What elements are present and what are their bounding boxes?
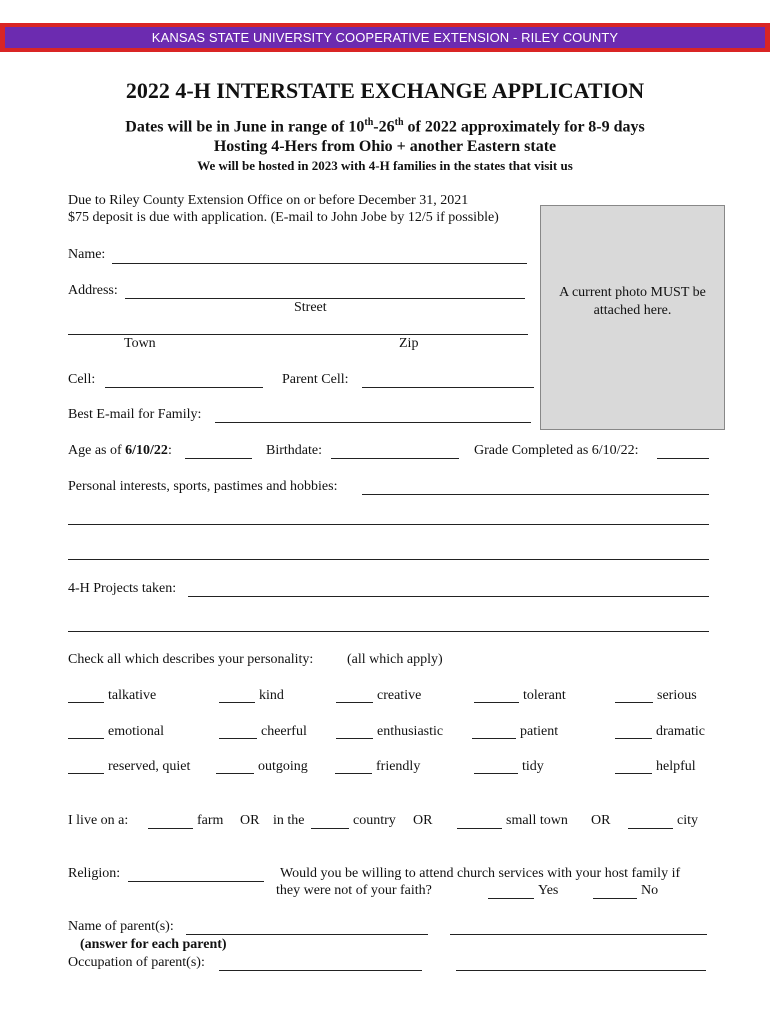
trait-label: helpful [656,759,696,774]
deposit-text: $75 deposit is due with application. (E-mail to John Jobe by 12/5 if possible) [68,210,499,225]
name-label: Name: [68,247,106,262]
in-the-text: in the [273,813,305,828]
trait-checkbox-emotional[interactable] [68,738,104,739]
projects-label: 4-H Projects taken: [68,581,177,596]
photo-box-label: A current photo MUST be attached here. [559,285,706,318]
projects-field-line-2[interactable] [68,631,709,632]
name-field[interactable] [112,263,527,264]
trait-label: enthusiastic [377,724,444,739]
street-label: Street [294,300,327,315]
small-town-checkbox[interactable] [457,828,502,829]
no-label: No [641,883,659,898]
trait-label: serious [657,688,697,703]
trait-label: tidy [522,759,544,774]
age-field[interactable] [185,458,252,459]
photo-box[interactable] [540,205,725,430]
trait-checkbox-friendly[interactable] [335,773,372,774]
email-label: Best E-mail for Family: [68,407,202,422]
country-label: country [353,813,396,828]
small-town-label: small town [506,813,568,828]
zip-label: Zip [399,336,419,351]
parent-cell-label: Parent Cell: [282,372,349,387]
address-label: Address: [68,283,118,298]
town-zip-field[interactable] [68,334,528,335]
trait-checkbox-reserved[interactable] [68,773,104,774]
trait-label: kind [259,688,284,703]
trait-label: emotional [108,724,164,739]
interests-label: Personal interests, sports, pastimes and hobbies: [68,479,338,494]
parent-name-field-2[interactable] [450,934,707,935]
cell-field[interactable] [105,387,263,388]
trait-checkbox-patient[interactable] [472,738,516,739]
yes-checkbox[interactable] [488,898,534,899]
cell-label: Cell: [68,372,96,387]
trait-label: friendly [376,759,421,774]
farm-checkbox[interactable] [148,828,193,829]
country-checkbox[interactable] [311,828,349,829]
trait-checkbox-creative[interactable] [336,702,373,703]
interests-field-line-2[interactable] [68,524,709,525]
church-question-line2: they were not of your faith? [276,883,432,898]
trait-label: dramatic [656,724,705,739]
city-checkbox[interactable] [628,828,673,829]
religion-label: Religion: [68,866,121,881]
trait-label: outgoing [258,759,308,774]
hosted-line: We will be hosted in 2023 with 4-H families in the states that visit us [197,158,573,173]
parent-cell-field[interactable] [362,387,534,388]
or-text: OR [413,813,433,828]
email-field[interactable] [215,422,531,423]
or-text: OR [591,813,611,828]
trait-label: cheerful [261,724,307,739]
street-field[interactable] [125,298,525,299]
due-date-text: Due to Riley County Extension Office on or before December 31, 2021 [68,193,469,208]
birthdate-field[interactable] [331,458,459,459]
trait-checkbox-tolerant[interactable] [474,702,519,703]
projects-field[interactable] [188,596,709,597]
page-title: 2022 4-H INTERSTATE EXCHANGE APPLICATION [125,78,645,103]
banner-text: KANSAS STATE UNIVERSITY COOPERATIVE EXTENSION - RILEY COUNTY [151,30,619,45]
birthdate-label: Birthdate: [266,443,322,458]
religion-field[interactable] [128,881,264,882]
trait-checkbox-cheerful[interactable] [219,738,257,739]
trait-checkbox-helpful[interactable] [615,773,652,774]
or-text: OR [240,813,260,828]
trait-checkbox-kind[interactable] [219,702,255,703]
church-question-line1: Would you be willing to attend church services with your host family if [280,866,681,881]
grade-label: Grade Completed as 6/10/22: [474,443,639,458]
age-label: Age as of 6/10/22: [68,443,172,458]
grade-field[interactable] [657,458,709,459]
trait-label: reserved, quiet [108,759,191,774]
trait-label: talkative [108,688,157,703]
trait-checkbox-enthusiastic[interactable] [336,738,373,739]
trait-checkbox-tidy[interactable] [474,773,518,774]
farm-label: farm [197,813,224,828]
parent-name-field-1[interactable] [186,934,428,935]
header-banner [0,23,770,52]
answer-each-parent-note: (answer for each parent) [80,937,227,952]
personality-heading: Check all which describes your personality: [68,652,314,667]
parent-occupation-field-1[interactable] [219,970,422,971]
personality-note: (all which apply) [347,652,443,667]
interests-field[interactable] [362,494,709,495]
trait-checkbox-talkative[interactable] [68,702,104,703]
town-label: Town [124,336,156,351]
trait-checkbox-outgoing[interactable] [216,773,254,774]
parent-name-label: Name of parent(s): [68,919,174,934]
trait-checkbox-serious[interactable] [615,702,653,703]
parent-occupation-label: Occupation of parent(s): [68,955,205,970]
live-label: I live on a: [68,813,129,828]
yes-label: Yes [538,883,559,898]
trait-label: tolerant [523,688,566,703]
no-checkbox[interactable] [593,898,637,899]
city-label: city [677,813,698,828]
parent-occupation-field-2[interactable] [456,970,706,971]
dates-line: Dates will be in June in range of 10th-26th of 2022 approximately for 8-9 days [125,117,645,136]
hosting-line: Hosting 4-Hers from Ohio + another Eastern state [213,138,557,155]
trait-label: creative [377,688,422,703]
interests-field-line-3[interactable] [68,559,709,560]
trait-label: patient [520,724,559,739]
trait-checkbox-dramatic[interactable] [615,738,652,739]
